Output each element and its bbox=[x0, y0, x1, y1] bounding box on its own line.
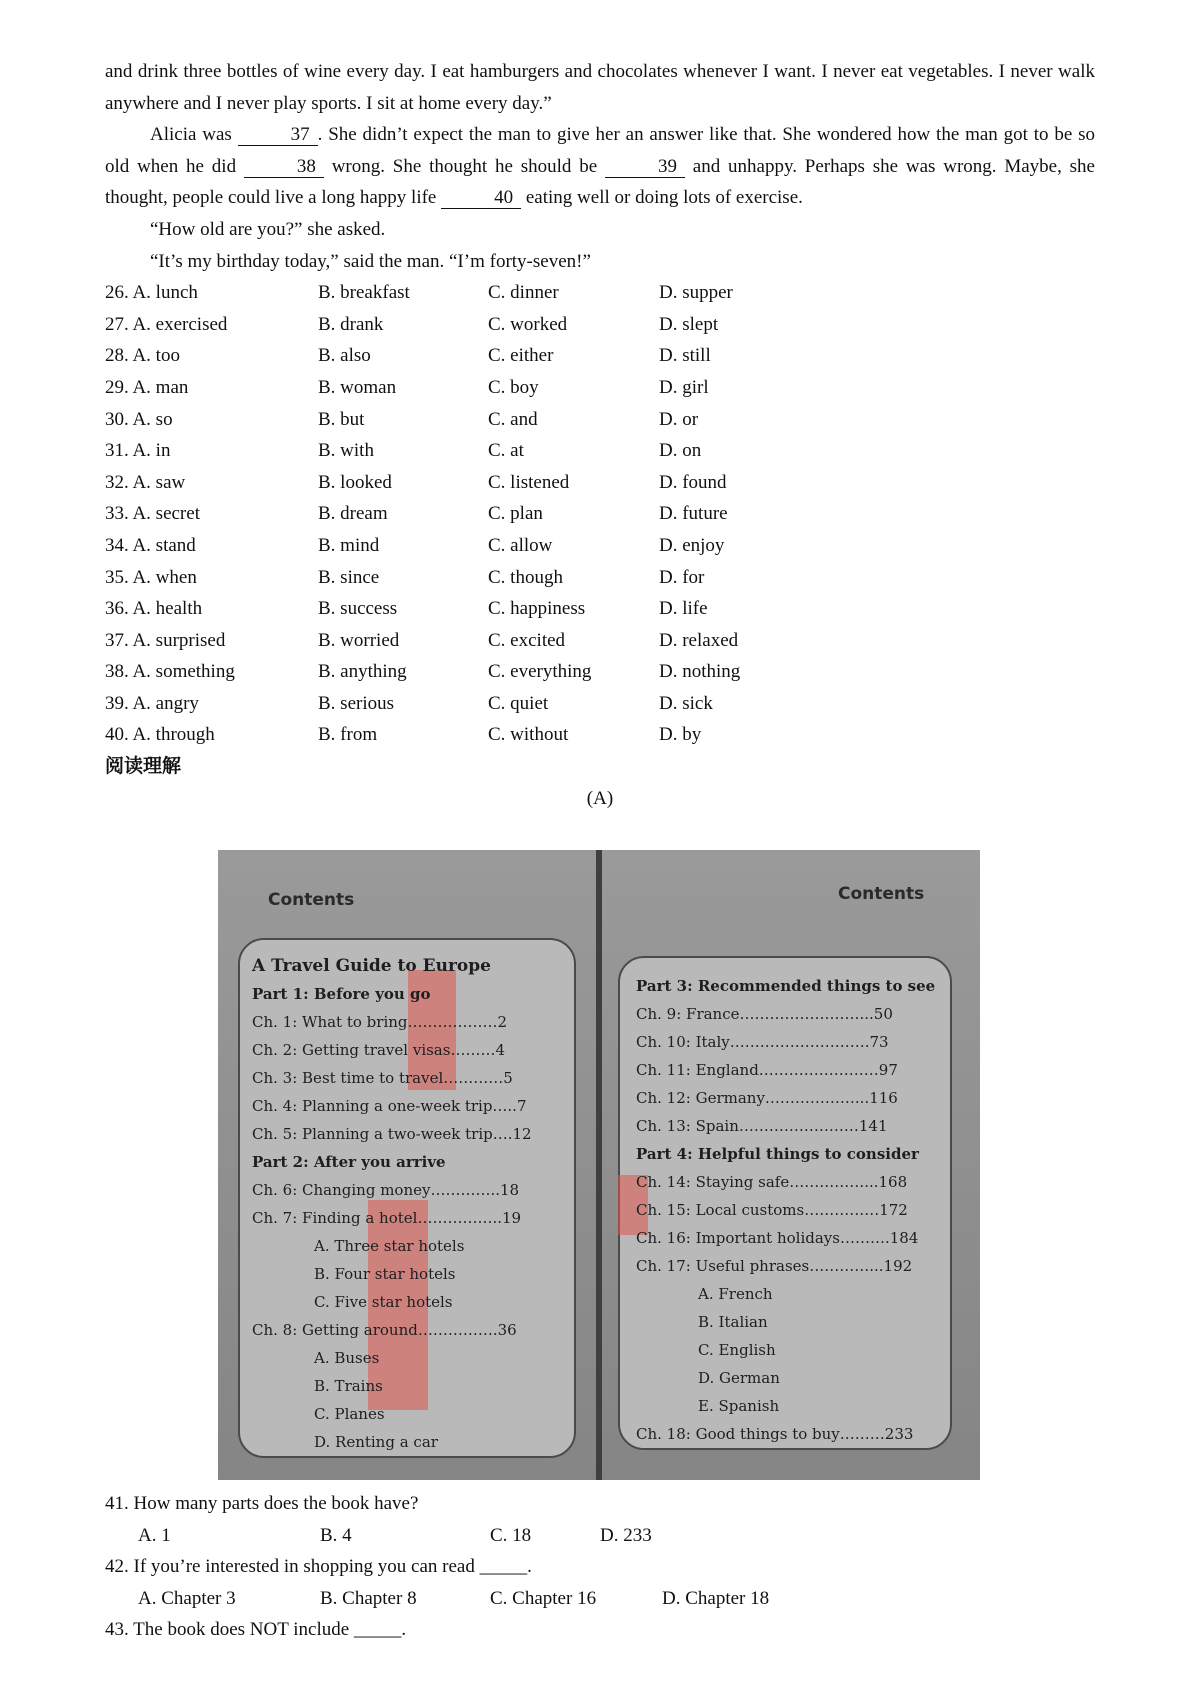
option-row bbox=[105, 719, 1095, 751]
option-d: D. life bbox=[659, 598, 708, 620]
option-b: B. anything bbox=[318, 661, 407, 683]
option-row bbox=[105, 625, 1095, 657]
option-row bbox=[105, 309, 1095, 341]
passage-paragraph-2 bbox=[105, 119, 1095, 214]
option-b: B. with bbox=[318, 440, 374, 462]
option-d: D. found bbox=[659, 471, 727, 493]
questions bbox=[105, 1488, 1095, 1646]
blank-37: 37 bbox=[238, 125, 318, 146]
toc-ch: Ch. 6: Changing money…………..18 bbox=[252, 1181, 520, 1199]
question-42-options bbox=[105, 1583, 1095, 1615]
text-run: Alicia was bbox=[150, 124, 238, 146]
option-d: D. still bbox=[659, 345, 711, 367]
option-b: B. since bbox=[318, 566, 380, 588]
option-num: 39. A. angry bbox=[105, 692, 199, 714]
option-d: D. slept bbox=[659, 313, 719, 335]
option-c: C. plan bbox=[488, 503, 543, 525]
toc-ch: Ch. 4: Planning a one-week trip…..7 bbox=[252, 1097, 527, 1115]
option: D. Chapter 18 bbox=[662, 1587, 770, 1609]
option-b: B. success bbox=[318, 598, 398, 620]
option-c: C. listened bbox=[488, 471, 570, 493]
toc-sub: A. French bbox=[698, 1285, 773, 1303]
toc-sub: D. Renting a car bbox=[314, 1433, 438, 1451]
option-d: D. enjoy bbox=[659, 534, 725, 556]
toc-ch: Ch. 10: Italy……………………….73 bbox=[636, 1033, 889, 1051]
option-row bbox=[105, 404, 1095, 436]
option-num: 31. A. in bbox=[105, 440, 171, 462]
blank-39: 39 bbox=[605, 157, 685, 178]
option-row bbox=[105, 435, 1095, 467]
option-row bbox=[105, 562, 1095, 594]
option-c: C. at bbox=[488, 440, 524, 462]
toc-sub: A. Three star hotels bbox=[314, 1237, 465, 1255]
option-num: 35. A. when bbox=[105, 566, 197, 588]
option-num: 27. A. exercised bbox=[105, 313, 228, 335]
toc-right bbox=[636, 972, 935, 1448]
toc-sub: B. Italian bbox=[698, 1313, 768, 1331]
toc-ch: Ch. 12: Germany………………...116 bbox=[636, 1089, 898, 1107]
text-run: wrong. She thought he should be bbox=[323, 155, 605, 177]
toc-part: Part 4: Helpful things to consider bbox=[636, 1145, 919, 1163]
option-num: 37. A. surprised bbox=[105, 629, 226, 651]
option-d: D. on bbox=[659, 440, 702, 462]
option-row bbox=[105, 277, 1095, 309]
option-num: 28. A. too bbox=[105, 345, 180, 367]
toc-ch: Ch. 7: Finding a hotel……………..19 bbox=[252, 1209, 522, 1227]
passage-paragraph-4: “It’s my birthday today,” said the man. “I’m forty-seven!” bbox=[150, 250, 591, 272]
toc-sub: B. Four star hotels bbox=[314, 1265, 456, 1283]
section-heading: 阅读理解 bbox=[105, 755, 182, 778]
option-row bbox=[105, 372, 1095, 404]
option-row bbox=[105, 688, 1095, 720]
option-d: D. girl bbox=[659, 376, 709, 398]
option-c: C. happiness bbox=[488, 598, 586, 620]
question-43: 43. The book does NOT include _____. bbox=[105, 1619, 407, 1641]
toc-sub: E. Spanish bbox=[698, 1397, 780, 1415]
option-d: D. nothing bbox=[659, 661, 741, 683]
option: D. 233 bbox=[600, 1524, 652, 1546]
option-d: D. for bbox=[659, 566, 705, 588]
toc-ch: Ch. 13: Spain……………………141 bbox=[636, 1117, 888, 1135]
blank-40: 40 bbox=[441, 188, 521, 209]
option-c: C. though bbox=[488, 566, 563, 588]
option-c: C. and bbox=[488, 408, 538, 430]
toc-part: Part 2: After you arrive bbox=[252, 1153, 446, 1171]
option-c: C. worked bbox=[488, 313, 568, 335]
toc-sub: D. German bbox=[698, 1369, 780, 1387]
toc-ch: Ch. 16: Important holidays……….184 bbox=[636, 1229, 919, 1247]
option-row bbox=[105, 467, 1095, 499]
toc-ch: Ch. 2: Getting travel visas………4 bbox=[252, 1041, 505, 1059]
option-num: 40. A. through bbox=[105, 724, 215, 746]
option-c: C. everything bbox=[488, 661, 592, 683]
toc-ch: Ch. 8: Getting around…………….36 bbox=[252, 1321, 517, 1339]
option: B. 4 bbox=[320, 1524, 352, 1546]
toc-ch: Ch. 14: Staying safe……………...168 bbox=[636, 1173, 908, 1191]
option: B. Chapter 8 bbox=[320, 1587, 417, 1609]
blank-38: 38 bbox=[244, 157, 324, 178]
toc-ch: Ch. 9: France……………………...50 bbox=[636, 1005, 893, 1023]
option-row bbox=[105, 340, 1095, 372]
toc-sub: C. Planes bbox=[314, 1405, 385, 1423]
option-b: B. dream bbox=[318, 503, 388, 525]
option-num: 34. A. stand bbox=[105, 534, 196, 556]
option-num: 26. A. lunch bbox=[105, 282, 198, 304]
option-b: B. mind bbox=[318, 534, 380, 556]
cloze-options bbox=[105, 277, 1095, 751]
contents-heading-right: Contents bbox=[838, 884, 925, 904]
passage-paragraph-3: “How old are you?” she asked. bbox=[150, 218, 386, 240]
question-41-options bbox=[105, 1520, 1095, 1552]
text-run: and unhappy. Perhaps she was wrong. Maybe, she thought, people could live a long happy life bbox=[105, 155, 1095, 209]
option-b: B. from bbox=[318, 724, 378, 746]
option-c: C. either bbox=[488, 345, 554, 367]
toc-part: Part 1: Before you go bbox=[252, 985, 431, 1003]
toc-sub: C. English bbox=[698, 1341, 776, 1359]
option-c: C. allow bbox=[488, 534, 553, 556]
option-b: B. also bbox=[318, 345, 371, 367]
option-d: D. or bbox=[659, 408, 699, 430]
option-d: D. relaxed bbox=[659, 629, 739, 651]
option-c: C. dinner bbox=[488, 282, 559, 304]
option-b: B. breakfast bbox=[318, 282, 410, 304]
option-c: C. excited bbox=[488, 629, 566, 651]
option: C. 18 bbox=[490, 1524, 532, 1546]
toc-ch: Ch. 17: Useful phrases…………...192 bbox=[636, 1257, 913, 1275]
toc-sub: B. Trains bbox=[314, 1377, 383, 1395]
option: A. Chapter 3 bbox=[138, 1587, 236, 1609]
option-b: B. worried bbox=[318, 629, 400, 651]
toc-sub: A. Buses bbox=[314, 1349, 380, 1367]
option-b: B. but bbox=[318, 408, 365, 430]
toc-ch: Ch. 15: Local customs……………172 bbox=[636, 1201, 908, 1219]
toc-ch: Ch. 3: Best time to travel…………5 bbox=[252, 1069, 513, 1087]
option-b: B. woman bbox=[318, 376, 397, 398]
option-num: 30. A. so bbox=[105, 408, 173, 430]
option-b: B. drank bbox=[318, 313, 384, 335]
option-row bbox=[105, 656, 1095, 688]
section-label: (A) bbox=[586, 787, 614, 809]
toc-sub: C. Five star hotels bbox=[314, 1293, 453, 1311]
text-run: . She didn’t expect the man to give her an answer like that. She wondered how the man got to be so old when he did bbox=[105, 124, 1095, 177]
option-d: D. supper bbox=[659, 282, 733, 304]
option-num: 29. A. man bbox=[105, 376, 189, 398]
book-spine bbox=[596, 850, 602, 1480]
option-c: C. without bbox=[488, 724, 569, 746]
option-d: D. future bbox=[659, 503, 728, 525]
passage-paragraph-1: and drink three bottles of wine every day. I eat hamburgers and chocolates whenever I want. I never eat vegetables. I never walk anywhere and I never play sports. I sit at home every day.” bbox=[105, 61, 1095, 114]
option-row bbox=[105, 593, 1095, 625]
option-num: 36. A. health bbox=[105, 598, 203, 620]
toc-left bbox=[252, 952, 532, 1456]
toc-part: Part 3: Recommended things to see bbox=[636, 977, 936, 995]
option-num: 33. A. secret bbox=[105, 503, 200, 525]
toc-ch: Ch. 11: England……………………97 bbox=[636, 1061, 898, 1079]
option: C. Chapter 16 bbox=[490, 1587, 597, 1609]
exam-page bbox=[105, 56, 1095, 814]
question-41: 41. How many parts does the book have? bbox=[105, 1493, 419, 1514]
option-num: 38. A. something bbox=[105, 661, 235, 683]
option-d: D. sick bbox=[659, 692, 713, 714]
option-b: B. looked bbox=[318, 471, 392, 493]
toc-ch: Ch. 5: Planning a two-week trip….12 bbox=[252, 1125, 532, 1143]
option-row bbox=[105, 498, 1095, 530]
option-num: 32. A. saw bbox=[105, 471, 186, 493]
book-contents-photo bbox=[218, 850, 980, 1480]
toc-ch: Ch. 1: What to bring………………2 bbox=[252, 1013, 508, 1031]
option-c: C. quiet bbox=[488, 692, 549, 714]
option-b: B. serious bbox=[318, 692, 394, 714]
contents-heading-left: Contents bbox=[268, 890, 355, 910]
option-row bbox=[105, 530, 1095, 562]
toc-title: A Travel Guide to Europe bbox=[252, 956, 491, 976]
toc-ch: Ch. 18: Good things to buy………233 bbox=[636, 1425, 914, 1443]
option-d: D. by bbox=[659, 724, 702, 746]
question-42: 42. If you’re interested in shopping you can read _____. bbox=[105, 1556, 532, 1578]
text-run: eating well or doing lots of exercise. bbox=[521, 187, 803, 209]
option: A. 1 bbox=[138, 1524, 171, 1546]
option-c: C. boy bbox=[488, 376, 539, 398]
